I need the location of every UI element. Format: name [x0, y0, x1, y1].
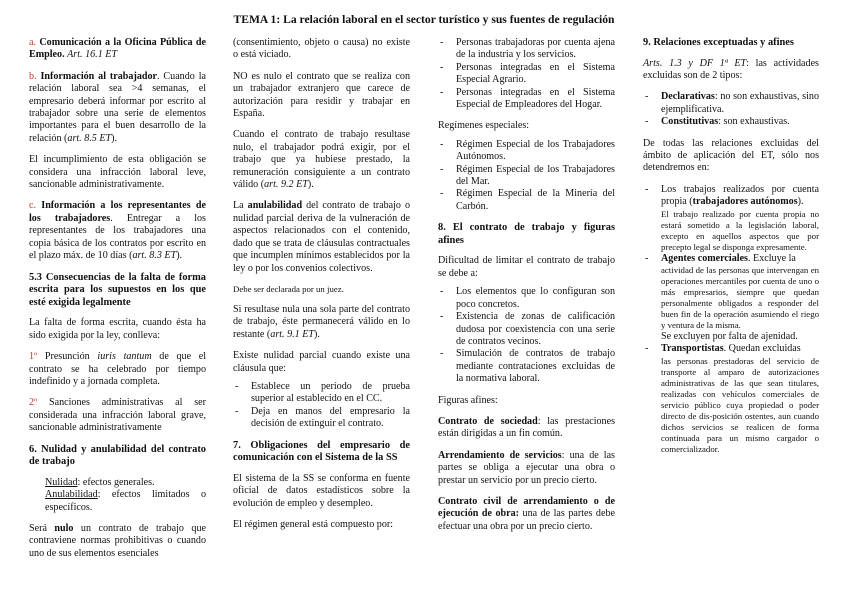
- list-item: [643, 343, 819, 454]
- list-item: [643, 253, 819, 344]
- list-item: [643, 116, 819, 128]
- bold-term: nulo: [54, 522, 74, 534]
- item-letter: c.: [29, 200, 37, 212]
- section-heading-9: 9. Relaciones exceptuadas y afines: [643, 37, 794, 48]
- section-heading-7: 7. Obligaciones del empresario de comunicación con el Sistema de la SS: [233, 439, 410, 464]
- paragraph-text: La: [233, 200, 248, 212]
- list-item: - Personas trabajadoras por cuenta ajena de la industria y los servicios.: [438, 37, 615, 62]
- paragraph: Dificultad de limitar el contrato de trabajo se debe a:: [438, 255, 615, 279]
- list-item: - Personas integradas en el Sistema Especial de Empleadores del Hogar.: [438, 87, 615, 112]
- list-item: - Deja en manos del empresario la decisión de extinguir el contrato.: [233, 406, 410, 431]
- bold-term: Contrato de sociedad: [438, 415, 538, 427]
- clausula-list: [233, 381, 410, 431]
- paragraph: [438, 496, 615, 533]
- regimenes-especiales-list: [438, 139, 615, 213]
- paragraph-note: Debe ser declarada por un juez.: [233, 283, 344, 294]
- paragraph-text: . Quedan excluidas: [723, 343, 801, 355]
- paragraph: El sistema de la SS se conforma en fuente oficial de datos estadísticos sobre la evolución de empleo y desempleo.: [233, 472, 410, 509]
- bold-term: Declarativas: [661, 91, 715, 103]
- list-item: - Existencia de zonas de calificación dudosa por coexistencia con una serie de contratos vecinos.: [438, 311, 615, 348]
- nulidad-line: [45, 477, 206, 489]
- paragraph-text: : las prestaciones están dirigidas a un fin común.: [438, 415, 616, 440]
- article-ref: Arts. 1.3 y DF 1ª ET: [643, 57, 747, 69]
- item-number: 2º: [29, 397, 38, 409]
- paragraph-text: del contrato de trabajo o nulidad parcial deriva de la vulneración de aspectos relacionados con el contenido, dado que se trata de cláusulas contractuales que incumplen mínimos establecidos por la ley o por los convenios colectivos.: [233, 200, 410, 274]
- paragraph: [233, 200, 410, 274]
- list-item: - Simulación de contratos de trabajo mediante contrataciones excluidas de la normativa laboral.: [438, 348, 615, 385]
- paragraph-text: ).: [307, 179, 314, 191]
- excluidas-list: [643, 184, 819, 455]
- paragraph-text: de que el contrato se ha celebrado por tiempo indefinido y a jornada completa.: [29, 351, 206, 387]
- list-item: [643, 184, 819, 253]
- list-item: - Régimen Especial de los Trabajadores Autónomos.: [438, 139, 615, 164]
- paragraph: (consentimiento, objeto o causa) no existe o está viciado.: [233, 37, 410, 61]
- paragraph-text: . Excluye la: [747, 252, 796, 264]
- bold-term: Arrendamiento de servicios: [438, 449, 562, 461]
- article-ref: art. 8.3 ET: [132, 250, 177, 262]
- section-heading-5-3: 5.3 Consecuencias de la falta de forma escrita para los supuestos en los que esté exigida legalmente: [29, 271, 206, 308]
- item-heading: Comunicación a la Oficina Pública de Empleo.: [29, 37, 206, 61]
- paragraph-text: . Entregar a los representantes de los trabajadores una copia básica de los contratos por escrito en el plazo máx. de 10 días (: [29, 212, 206, 262]
- bold-term: trabajadores autónomos: [692, 196, 798, 208]
- item-heading: Información al trabajador: [40, 70, 158, 82]
- paragraph-text: un contrato de trabajo que contraviene normas prohibitivas o cuando uno de sus elementos esenciales: [29, 522, 206, 559]
- section-heading-6: 6. Nulidad y anulabilidad del contrato de trabajo: [29, 443, 206, 468]
- paragraph: [233, 129, 410, 191]
- bold-term: Constitutivas: [661, 116, 719, 128]
- consequence-1: [29, 351, 206, 388]
- article-ref: art. 9.1 ET: [270, 328, 315, 340]
- item-c: [29, 200, 206, 262]
- paragraph: De todas las relaciones excluidas del ámbito de aplicación del ET, sólo nos detendremos en:: [643, 137, 819, 174]
- list-item: - Establece un período de prueba superior al establecido en el CC.: [233, 381, 410, 406]
- paragraph-text: Si resultase nula una sola parte del contrato de trabajo, éste permanecerá válido en lo restante (: [233, 303, 410, 340]
- paragraph-text: Sanciones administrativas al ser considerada una infracción laboral grave, sancionable administrativamente: [29, 397, 206, 434]
- paragraph: La falta de forma escrita, cuando ésta ha sido exigida por la ley, conlleva:: [29, 317, 206, 341]
- list-item: - Régimen Especial de la Minería del Carbón.: [438, 188, 615, 213]
- item-a: [29, 37, 206, 62]
- column-3: [438, 37, 615, 542]
- paragraph: El régimen general está compuesto por:: [233, 518, 394, 530]
- term: Nulidad: [45, 476, 78, 488]
- paragraph: [29, 523, 206, 560]
- item-b: [29, 71, 206, 145]
- article-ref: art. 9.2 ET: [264, 179, 308, 191]
- small-note: actividad de las personas que intervengan en operaciones mercantiles por cuenta de uno o más empresarios, siempre que quedan personalmente obligados a responder del buen fin de la operación asumiendo el riego y ventura de la misma.: [661, 265, 819, 331]
- paragraph-text: ).: [797, 196, 804, 208]
- anulabilidad-line: [45, 489, 206, 514]
- paragraph-text: ).: [176, 250, 183, 262]
- paragraph: NO es nulo el contrato que se realiza con un trabajador extranjero que carece de autorización para residir y trabajar en España.: [233, 70, 410, 120]
- list-item: - Los elementos que lo configuran son poco concretos.: [438, 286, 615, 311]
- small-note: las personas prestadoras del servicio de transporte al amparo de autorizaciones administrativas de las que sean titulares, realizadas con vehículos comerciales de servicio público cuya propiedad o poder directo de dis-posición ostentes, aun cuando dichos servicios se realicen de forma continuada para un mismo cargador o comercializador.: [661, 355, 819, 454]
- item-number: 1º: [29, 351, 38, 363]
- item-letter: a.: [29, 37, 37, 48]
- paragraph-text: Será: [29, 522, 55, 534]
- paragraph-text: . Cuando la relación laboral sea >4 semanas, el empresario deberá informar por escrito al trabajador sobre una serie de elementos importantes para el buen desarrollo de la relación (: [29, 70, 206, 144]
- bold-term: anulabilidad: [247, 200, 303, 212]
- paragraph-text: Se excluyen por falta de ajenidad.: [661, 331, 798, 343]
- page-title: TEMA 1: La relación laboral en el sector turístico y sus fuentes de regulación: [233, 13, 615, 26]
- paragraph: Figuras afines:: [438, 394, 498, 406]
- paragraph: [438, 450, 615, 487]
- latin-term: iuris tantum: [97, 351, 152, 363]
- small-note: El trabajo realizado por cuenta propia no estará sometido a la legislación laboral, excepto en aquellos aspectos que por precepto legal se disponga expresamente.: [661, 208, 819, 252]
- article-ref: Art. 16.1 ET: [67, 49, 118, 61]
- paragraph-text: ).: [111, 132, 118, 144]
- definition: : efectos generales.: [77, 476, 155, 488]
- nulidad-definitions: [29, 477, 206, 514]
- list-item: [643, 91, 819, 116]
- section-heading-8: 8. El contrato de trabajo y figuras afines: [438, 222, 615, 246]
- paragraph-text: : no son exhaustivas, sino ejemplificativa.: [661, 91, 819, 115]
- dificultad-list: [438, 286, 615, 385]
- paragraph-text: : las actividades excluidas son de 2 tipos:: [643, 57, 819, 81]
- list-item: - Régimen Especial de los Trabajadores del Mar.: [438, 164, 615, 189]
- paragraph-text: Los trabajos realizados por cuenta propia (: [661, 183, 819, 208]
- term: Anulabilidad: [45, 489, 98, 501]
- tipos-list: [643, 91, 819, 128]
- column-1: [29, 37, 206, 569]
- bold-term: Agentes comerciales: [661, 252, 748, 264]
- consequence-2: [29, 397, 206, 434]
- paragraph: [233, 304, 410, 341]
- paragraph: Regímenes especiales:: [438, 120, 530, 132]
- paragraph: [643, 58, 819, 83]
- definition: : efectos limitados o específicos.: [45, 489, 206, 513]
- item-heading: Información a los representantes de los trabajadores: [29, 200, 206, 224]
- regimen-general-list: [438, 37, 615, 111]
- list-item: - Personas integradas en el Sistema Especial Agrario.: [438, 62, 615, 87]
- article-ref: art. 8.5 ET: [67, 132, 112, 144]
- paragraph: El incumplimiento de esta obligación se considera una infracción laboral leve, sancionable administrativamente.: [29, 154, 206, 191]
- paragraph-text: ).: [314, 328, 320, 340]
- paragraph-text: Presunción: [37, 351, 98, 363]
- paragraph-text: una de las partes debe efectuar una obra por un precio cierto.: [438, 508, 615, 532]
- bold-term: Contrato civil de arrendamiento o de ejecución de obra:: [438, 495, 615, 520]
- paragraph-text: Cuando el contrato de trabajo resultase nulo, el trabajador podrá exigir, por el trabajo que ya hubiese prestado, la remuneración consiguiente a un contrato válido (: [233, 129, 410, 191]
- column-2: [233, 37, 410, 540]
- paragraph-text: : son exhaustivas.: [718, 116, 790, 128]
- column-4: [643, 37, 819, 464]
- item-letter: b.: [29, 70, 37, 82]
- paragraph: [438, 416, 615, 441]
- paragraph: Existe nulidad parcial cuando existe una cláusula que:: [233, 350, 410, 374]
- paragraph-text: : una de las partes se obliga a ejecutar una obra o prestar un servicio por un precio cierto.: [438, 449, 615, 486]
- bold-term: Transportistas: [661, 343, 724, 355]
